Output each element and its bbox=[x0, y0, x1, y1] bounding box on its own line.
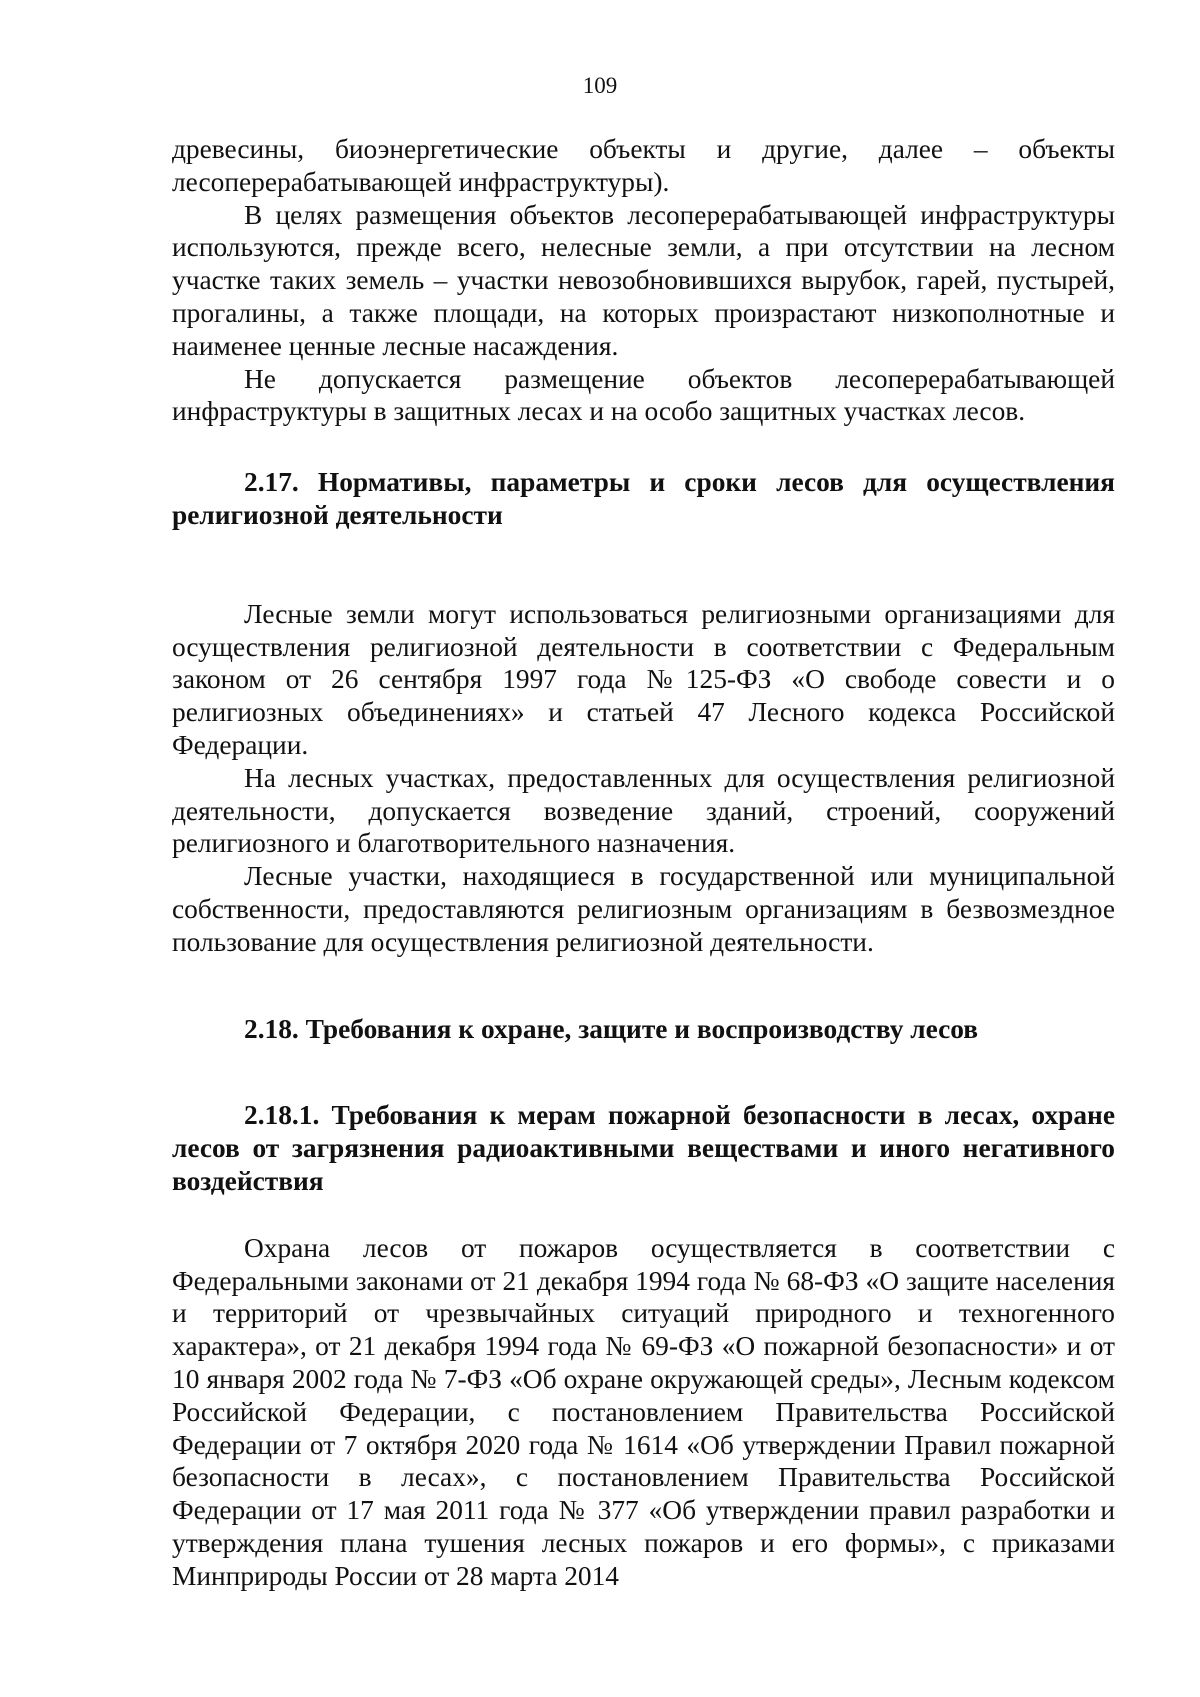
paragraph-religious-free-use: Лесные участки, находящиеся в государственной или муниципальной собственности, предоставляются религиозным организациям в безвозмездное пользование для осуществления религиозной деятельности. bbox=[172, 861, 1115, 957]
paragraph-placement-lands: В целях размещения объектов лесоперерабатывающей инфраструктуры используются, прежде всего, нелесные земли, а при отсутствии на лесном участке таких земель – участки невозобновившихся вырубок, гарей, пустырей, прогалины, а также площади, на которых произрастают низкополнотные и наименее ценные лесные насаждения. bbox=[172, 199, 1115, 361]
paragraph-fire-protection: Охрана лесов от пожаров осуществляется в соответствии с Федеральными законами от 21 декабря 1994 года № 68-ФЗ «О защите населения и территорий от чрезвычайных ситуаций природного и техногенного характера», от 21 декабря 1994 года № 69-ФЗ «О пожарной безопасности» и от 10 января 2002 года № 7-ФЗ «Об охране окружающей среды», Лесным кодексом Российской Федерации, с постановлением Правительства Российской Федерации от 7 октября 2020 года № 1614 «Об утверждении Правил пожарной безопасности в лесах», с постановлением Правительства Российской Федерации от 17 мая 2011 года № 377 «Об утверждении правил разработки и утверждения плана тушения лесных пожаров и его формы», с приказами Минприроды России от 28 марта 2014 bbox=[172, 1232, 1115, 1591]
section-heading-2-18-1: 2.18.1. Требования к мерам пожарной безопасности в лесах, охране лесов от загрязнения радиоактивными веществами и иного негативного воздействия bbox=[172, 1100, 1115, 1196]
document-body bbox=[172, 133, 1115, 1592]
paragraph-religious-lands: Лесные земли могут использоваться религиозными организациями для осуществления религиозной деятельности в соответствии с Федеральным законом от 26 сентября 1997 года №125-ФЗ «О свободе совести и о религиозных объединениях» и статьей 47 Лесного кодекса Российской Федерации. bbox=[172, 598, 1115, 760]
paragraph-placement-restriction: Не допускается размещение объектов лесоперерабатывающей инфраструктуры в защитных лесах и на особо защитных участках лесов. bbox=[172, 363, 1115, 427]
section-heading-2-18: 2.18. Требования к охране, защите и воспроизводству лесов bbox=[244, 1013, 979, 1044]
paragraph-religious-buildings: На лесных участках, предоставленных для осуществления религиозной деятельности, допускается возведение зданий, строений, сооружений религиозного и благотворительного назначения. bbox=[172, 762, 1115, 859]
page-number: 109 bbox=[582, 73, 618, 98]
section-heading-2-17: 2.17. Нормативы, параметры и сроки лесов для осуществления религиозной деятельности bbox=[172, 467, 1115, 530]
paragraph-continuation: древесины, биоэнергетические объекты и другие, далее – объекты лесоперерабатывающей инфраструктуры). bbox=[172, 134, 1115, 197]
